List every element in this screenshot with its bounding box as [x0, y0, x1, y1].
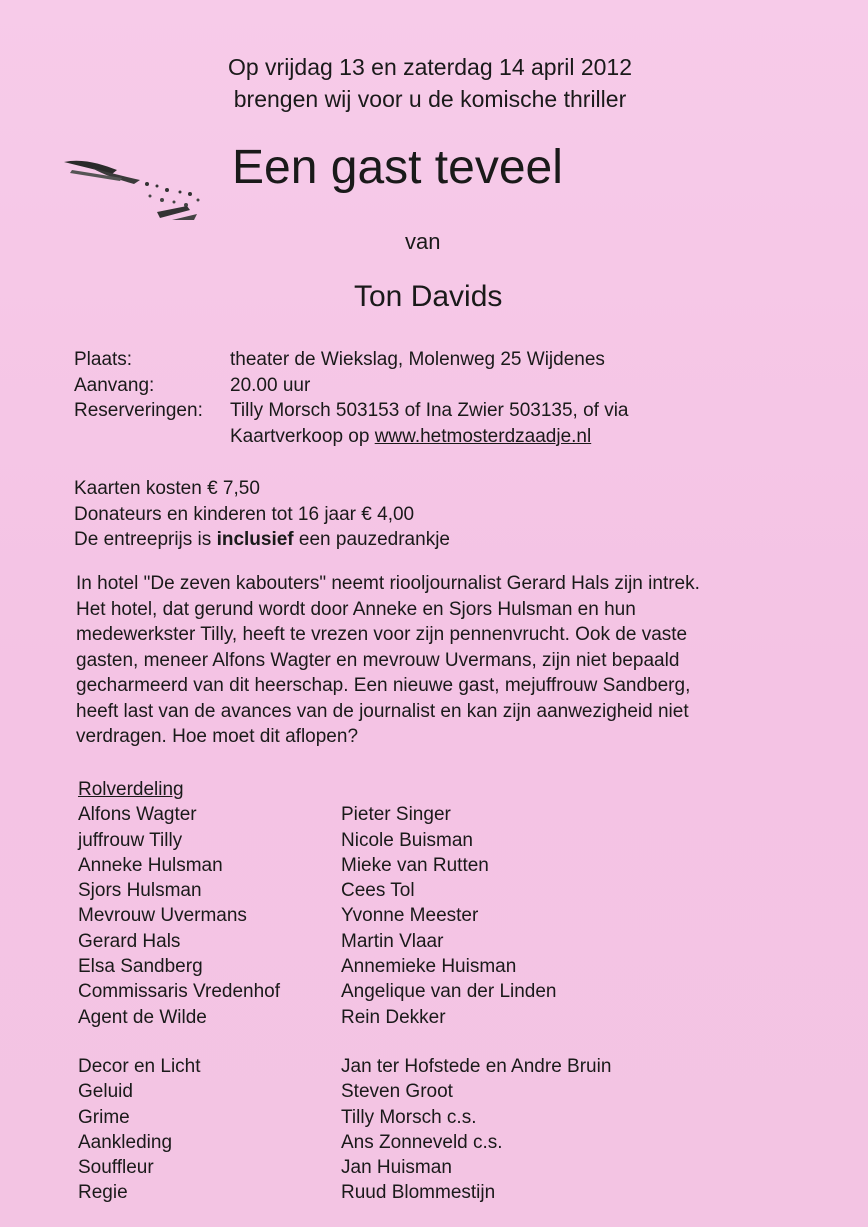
price-line: Kaarten kosten € 7,50	[74, 478, 260, 499]
by-label: van	[405, 229, 441, 254]
place-value: theater de Wiekslag, Molenweg 25 Wijdenes	[230, 349, 605, 370]
cast-row	[78, 853, 557, 878]
cast-actor: Annemieke Huisman	[341, 956, 517, 978]
crew-person: Steven Groot	[341, 1081, 453, 1103]
crew-role: Souffleur	[78, 1157, 154, 1179]
crew-row	[78, 1180, 611, 1205]
cast-role: Sjors Hulsman	[78, 880, 202, 902]
reservations-label: Reserveringen:	[74, 400, 203, 421]
website-prefix: Kaartverkoop op	[230, 425, 375, 447]
crew-row	[78, 1105, 611, 1130]
cast-row	[78, 1005, 557, 1030]
start-label: Aanvang:	[74, 374, 155, 396]
cast-row	[78, 828, 557, 853]
cast-role: Commissaris Vredenhof	[78, 981, 281, 1003]
cast-row	[78, 802, 557, 827]
date-line: Op vrijdag 13 en zaterdag 14 april 2012	[227, 54, 633, 80]
cast-row	[78, 929, 557, 954]
cast-row	[78, 979, 557, 1004]
cast-row	[78, 903, 557, 928]
cast-role: Anneke Hulsman	[78, 854, 223, 876]
info-row-reservations	[74, 398, 629, 424]
cast-role: Mevrouw Uvermans	[78, 905, 247, 927]
cast-actor: Martin Vlaar	[341, 930, 444, 952]
synopsis-line: gasten, meneer Alfons Wagter en mevrouw Uvermans, zijn niet bepaald	[76, 649, 680, 671]
cast-actor: Mieke van Rutten	[341, 854, 489, 876]
cast-role: Agent de Wilde	[78, 1006, 207, 1028]
cast-role: Gerard Hals	[78, 930, 181, 952]
play-title: Een gast teveel	[232, 141, 563, 194]
synopsis-line: gecharmeerd van dit heerschap. Een nieuwe gast, mejuffrouw Sandberg,	[76, 675, 691, 696]
crew-person: Jan ter Hofstede en Andre Bruin	[341, 1056, 612, 1077]
website-link[interactable]: www.hetmosterdzaadje.nl	[374, 425, 592, 447]
synopsis-line: medewerkster Tilly, heeft te vrezen voor zijn pennenvrucht. Ook de vaste	[76, 624, 688, 645]
crew-row	[78, 1054, 611, 1079]
start-value: 20.00 uur	[230, 374, 311, 396]
cast-role: juffrouw Tilly	[78, 829, 183, 851]
cast-heading: Rolverdeling	[78, 779, 184, 800]
inclusive-emphasis: inclusief	[216, 529, 294, 550]
cast-role: Elsa Sandberg	[78, 956, 203, 978]
cast-row	[78, 954, 557, 979]
prices	[74, 476, 450, 553]
crew-row	[78, 1079, 611, 1104]
cast-list	[78, 777, 557, 1030]
synopsis-line: Het hotel, dat gerund wordt door Anneke en Sjors Hulsman en hun	[76, 598, 636, 620]
crew-role: Aankleding	[78, 1131, 173, 1153]
crew-person: Ans Zonneveld c.s.	[341, 1131, 503, 1153]
event-info	[74, 347, 629, 449]
info-row-start	[74, 373, 629, 399]
synopsis-line: heeft last van de avances van de journalist en kan zijn aanwezigheid niet	[76, 700, 689, 722]
price-line: Donateurs en kinderen tot 16 jaar € 4,00	[74, 503, 415, 525]
crew-row	[78, 1130, 611, 1155]
synopsis-line: verdragen. Hoe moet dit aflopen?	[76, 726, 359, 747]
cast-actor: Pieter Singer	[341, 804, 451, 826]
cast-actor: Yvonne Meester	[341, 905, 479, 927]
info-row-website	[74, 424, 629, 450]
crew-role: Regie	[78, 1182, 128, 1204]
crew-person: Tilly Morsch c.s.	[341, 1106, 477, 1128]
cast-row	[78, 878, 557, 903]
info-row-place	[74, 347, 629, 373]
price-line: De entreeprijs is inclusief een pauzedrankje	[74, 529, 450, 550]
crew-person: Ruud Blommestijn	[341, 1182, 496, 1204]
cast-actor: Nicole Buisman	[341, 829, 473, 851]
bird-logo-icon	[62, 150, 212, 230]
crew-person: Jan Huisman	[341, 1157, 452, 1179]
cast-actor: Rein Dekker	[341, 1006, 446, 1028]
cast-actor: Cees Tol	[341, 880, 415, 902]
crew-role: Grime	[78, 1106, 130, 1128]
cast-role: Alfons Wagter	[78, 804, 197, 826]
crew-row	[78, 1155, 611, 1180]
author-name: Ton Davids	[354, 280, 503, 313]
synopsis	[76, 571, 816, 750]
cast-actor: Angelique van der Linden	[341, 981, 557, 1003]
crew-role: Geluid	[78, 1081, 133, 1103]
synopsis-line: In hotel "De zeven kabouters" neemt riooljournalist Gerard Hals zijn intrek.	[76, 573, 700, 594]
reservations-value: Tilly Morsch 503153 of Ina Zwier 503135, of via	[230, 400, 629, 421]
crew-role: Decor en Licht	[78, 1056, 201, 1077]
crew-list	[78, 1054, 611, 1206]
place-label: Plaats:	[74, 349, 133, 370]
intro-line: brengen wij voor u de komische thriller	[233, 86, 627, 112]
